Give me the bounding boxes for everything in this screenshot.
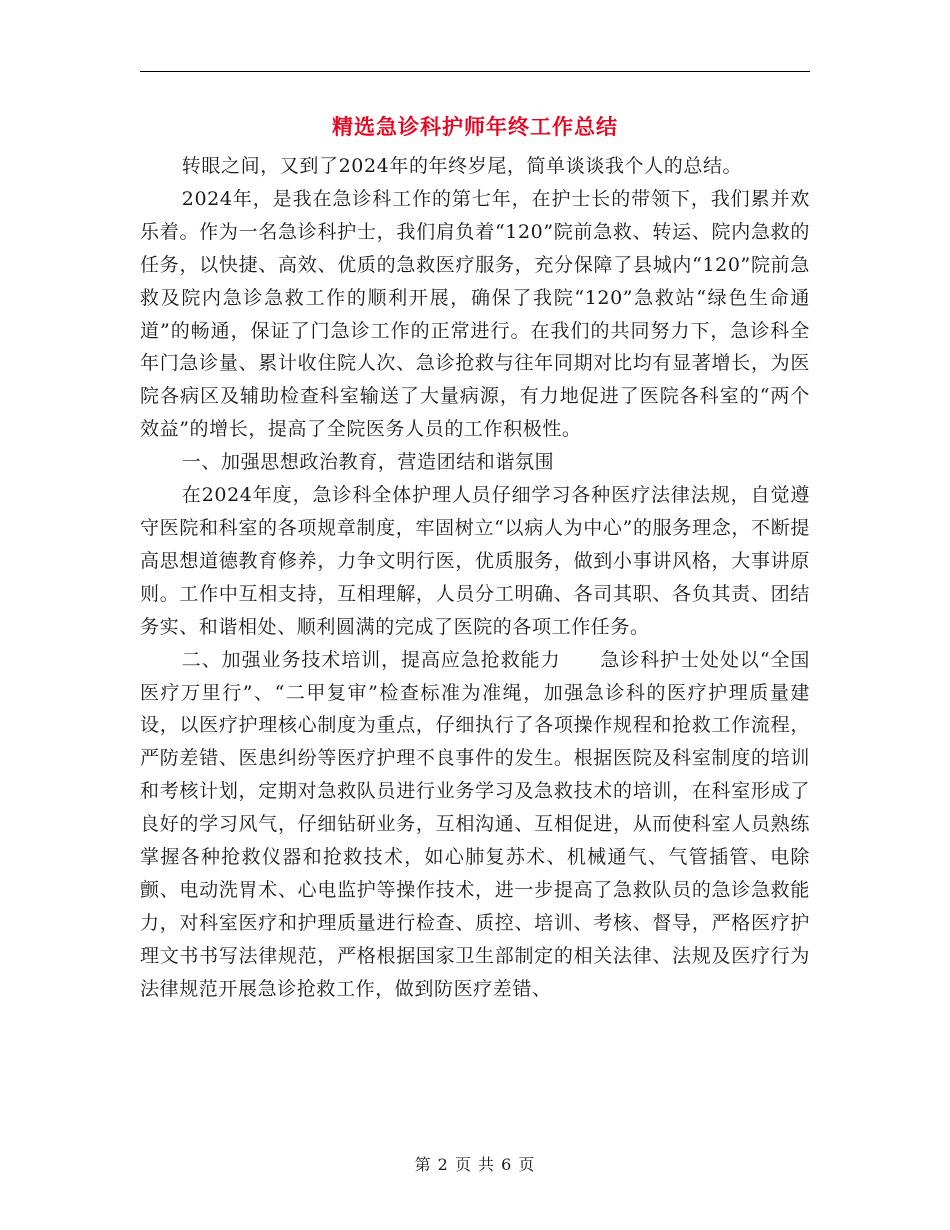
section-heading-1: 一、加强思想政治教育，营造团结和谐氛围 [181, 451, 555, 474]
paragraph-section-2: 二、加强业务技术培训，提高应急抢救能力 急诊科护士处处以“全国医疗万里行”、“二甲复审”检查标准为准绳，加强急诊科的医疗护理质量建设，以医疗护理核心制度为重点，仔细执行了各项操作规程和抢救工作流程，严防差错、医患纠纷等医疗护理不良事件的发生。根据医院及科室制度的培训和考核计划，定期对急救队员进行业务学习及急救技术的培训，在科室形成了良好的学习风气，仔细钻研业务，互相沟通、互相促进，从而使科室人员熟练掌握各种抢救仪器和抢救技术，如心肺复苏术、机械通气、气管插管、电除颤、电动洗胃术、心电监护等操作技术，进一步提高了急救队员的急诊急救能力，对科室医疗和护理质量进行检查、质控、培训、考核、督导，严格医疗护理文书书写法律规范，严格根据国家卫生部制定的相关法律、法规及医疗行为法律规范开展急诊抢救工作，做到防医疗差错、 [140, 648, 810, 1000]
paragraph-overview: 2024年，是我在急诊科工作的第七年，在护士长的带领下，我们累并欢乐着。作为一名急诊科护士，我们肩负着“120”院前急救、转运、院内急救的任务，以快捷、高效、优质的急救医疗服务，充分保障了县城内“120”院前急救及院内急诊急救工作的顺利开展，确保了我院“120”急救站“绿色生命通道”的畅通，保证了门急诊工作的正常进行。在我们的共同努力下，急诊科全年门急诊量、累计收住院人次、急诊抢救与往年同期对比均有显著增长，为医院各病区及辅助检查科室输送了大量病源，有力地促进了医院各科室的“两个效益”的增长，提高了全院医务人员的工作积极性。 [140, 187, 810, 441]
document-body [140, 150, 810, 1006]
paragraph-section-1: 在2024年度，急诊科全体护理人员仔细学习各种医疗法律法规，自觉遵守医院和科室的各项规章制度，牢固树立“以病人为中心”的服务理念，不断提高思想道德教育修养，力争文明行医，优质服务，做到小事讲风格，大事讲原则。工作中互相支持，互相理解，人员分工明确、各司其职、各负其责、团结务实、和谐相处、顺利圆满的完成了医院的各项工作任务。 [140, 484, 810, 638]
document-title: 精选急诊科护师年终工作总结 [332, 114, 618, 139]
header-rule [140, 71, 810, 72]
page-number: 第 2 页 共 6 页 [414, 1155, 536, 1174]
paragraph-intro: 转眼之间，又到了2024年的年终岁尾，简单谈谈我个人的总结。 [181, 155, 743, 177]
